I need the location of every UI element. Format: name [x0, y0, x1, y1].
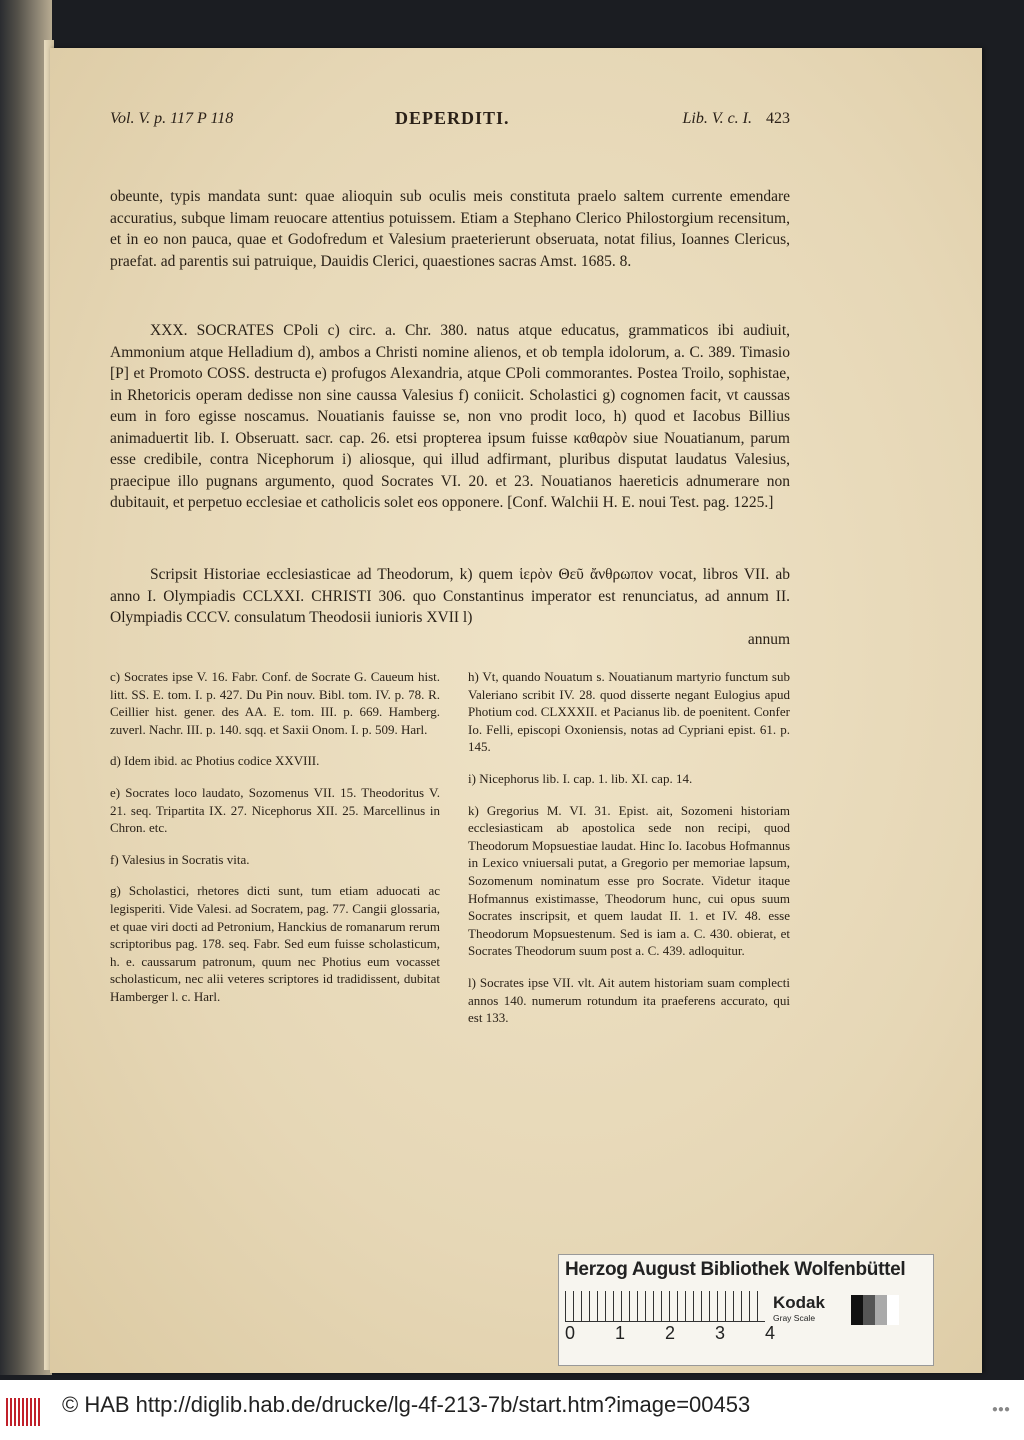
footnote-k: k) Gregorius M. VI. 31. Epist. ait, Sozomeni historiam ecclesiasticam ab apostolica sede non recipi, quod Theodorum Mopsuestiae laudat. Hinc Io. Iacobus Hofmannus in Lexico vniuersali putat, a Gregorio per memoriae lapsum, Sozomenum nominatum esse pro Socrate. Videtur itaque Hofmannus existimasse, Theodorum hunc, cui opus suum Socrates inscripsit, et quem laudat II. 1. et IV. 48. esse Theodorum Mopsuestenum. Sed is iam a. C. 430. obierat, et Socrates Theodorum suum post a. C. 439. adloquitur. [468, 802, 790, 959]
hab-logo-icon [6, 1398, 40, 1426]
header-book-ref [683, 110, 790, 128]
kodak-gray-scale-label: Gray Scale [773, 1313, 816, 1323]
ruler-number: 1 [614, 1323, 625, 1343]
footnote-i: i) Nicephorus lib. I. cap. 1. lib. XI. cap. 14. [468, 770, 693, 786]
footnotes-right-column [468, 668, 790, 1041]
header-volume-ref: Vol. V. p. 117 P 118 [110, 110, 234, 127]
ruler-number: 4 [764, 1323, 775, 1343]
ruler-numbers [565, 1323, 775, 1344]
main-text-block [110, 186, 790, 272]
ruler-number: 3 [714, 1323, 725, 1343]
ruler-number: 0 [565, 1323, 576, 1343]
footnote-d: d) Idem ibid. ac Photius codice XXVIII. [110, 753, 320, 769]
library-name: Herzog August Bibliothek Wolfenbüttel [565, 1259, 906, 1280]
footnote-h: h) Vt, quando Nouatum s. Nouatianum martyrio functum sub Valeriano scribit IV. 28. quod disserte negant Eulogius apud Photium cod. CLXXXII. et Pacianus lib. de poenitent. Confer Io. Felli, episcopi Oxoniensis, notas ad Cypriani epist. 61. p. 145. [468, 669, 790, 755]
ruler-scale [565, 1291, 765, 1322]
body-paragraph-2: XXX. SOCRATES CPoli c) circ. a. Chr. 380. natus atque educatus, grammaticos ibi audiuit, Ammonium atque Helladium d), ambos a Christi nomine alienos, et ob templa idolorum, a. C. 389. Timasio [P] et Promoto COSS. destructa e) profugos Alexandria, atque CPoli commorantes. Postea Troilo, sophistae, in Rhetoricis operam dedisse non sine caussa Valesius f) coniicit. Scholastici g) cognomen facit, vt caussas eum in foro egisse noscamus. Nouatianis fauisse se, non vno prodit loco, h) quod et Iacobus Billius animaduertit lib. I. Obseruatt. sacr. cap. 26. etsi propterea ipsum fuisse καθαρὸν siue Nouatianum, parum esse credibile, contra Nicephorum i) aliosque, qui illud adfirmant, pluribus disputat laudatus Valesius, praecipue illo pugnans argumento, quod Socrates VI. 20. et 23. Nouatianos haereticis adnumerare non dubitauit, et perpetuo ecclesiae et catholicis solet eos opponere. [Conf. Walchii H. E. noui Test. pag. 1225.] [110, 322, 790, 511]
library-color-card [558, 1254, 934, 1366]
header-book-label: Lib. V. c. I. [682, 110, 752, 127]
gray-scale-swatch [851, 1295, 899, 1325]
header-title: DEPERDITI. [395, 108, 510, 128]
footnote-e: e) Socrates loco laudato, Sozomenus VII. 15. Theodoritus V. 21. seq. Tripartita IX. 27. Nicephorus XII. 25. Marcellinus in Chron. etc. [110, 784, 440, 836]
kodak-brand: Kodak [773, 1293, 825, 1312]
footnotes-left-column [110, 668, 440, 1020]
main-text-block-2 [110, 320, 790, 514]
main-text-block-3 [110, 564, 790, 650]
footnote-c: c) Socrates ipse V. 16. Fabr. Conf. de Socrate G. Caueum hist. litt. SS. E. tom. I. p. 427. Du Pin nouv. Bibl. tom. IV. p. 78. R. Ceillier hist. gener. des AA. E. tom. III. p. 669. Hamberg. zuverl. Nachr. III. p. 140. sqq. et Saxii Onom. I. p. 509. Harl. [110, 669, 440, 737]
footnote-f: f) Valesius in Socratis vita. [110, 851, 250, 867]
body-paragraph-3: Scripsit Historiae ecclesiasticae ad Theodorum, k) quem ἱερὸν Θεῦ ἄνθρωπον vocat, libros VII. ab anno I. Olympiadis CCLXXI. CHRISTI 306. quo Constantinus imperator est renunciatus, ad annum II. Olympiadis CCCV. consulatum Theodosii iunioris XVII l) [110, 566, 790, 626]
footer-dots-icon: ●●● [991, 1404, 1010, 1415]
footnote-l: l) Socrates ipse VII. vlt. Ait autem historiam suam complecti annos 140. numerum rotundum ita praeferens accurato, qui est 133. [468, 974, 790, 1026]
ruler-number: 2 [664, 1323, 675, 1343]
body-paragraph-1: obeunte, typis mandata sunt: quae alioquin sub oculis meis constituta praelo saltem currente emendare accuratius, subque limam reuocare attentius potuissem. Etiam a Stephano Clerico Philostorgium recensitum, et in eo non pauca, quae et Godofredum et Valesium praeterierunt obseruata, notat filius, Ioannes Clericus, praefat. ad parentis sui patruique, Dauidis Clerici, quaestiones sacras Amst. 1685. 8. [110, 188, 790, 270]
page-number: 423 [766, 110, 790, 127]
footer-credit-link[interactable]: © HAB http://diglib.hab.de/drucke/lg-4f-213-7b/start.htm?image=00453 [62, 1392, 751, 1417]
footnote-g: g) Scholastici, rhetores dicti sunt, tum etiam aduocati ac legisperiti. Vide Valesi. ad Socratem, pag. 77. Cangii glossaria, et quae viri docti ad Petronium, Hanckius de romanarum rerum scriptoribus pag. 178. seq. Fabr. Sed eum fuisse scholasticum, h. e. caussarum patronum, quum nec Photius eum vocasset scholasticum, nec alii veteres scriptores id tradidissent, dubitat Hamberger l. c. Harl. [110, 883, 440, 1004]
catchword: annum [747, 630, 790, 648]
running-header [110, 106, 790, 134]
footer-bar [0, 1380, 1024, 1440]
